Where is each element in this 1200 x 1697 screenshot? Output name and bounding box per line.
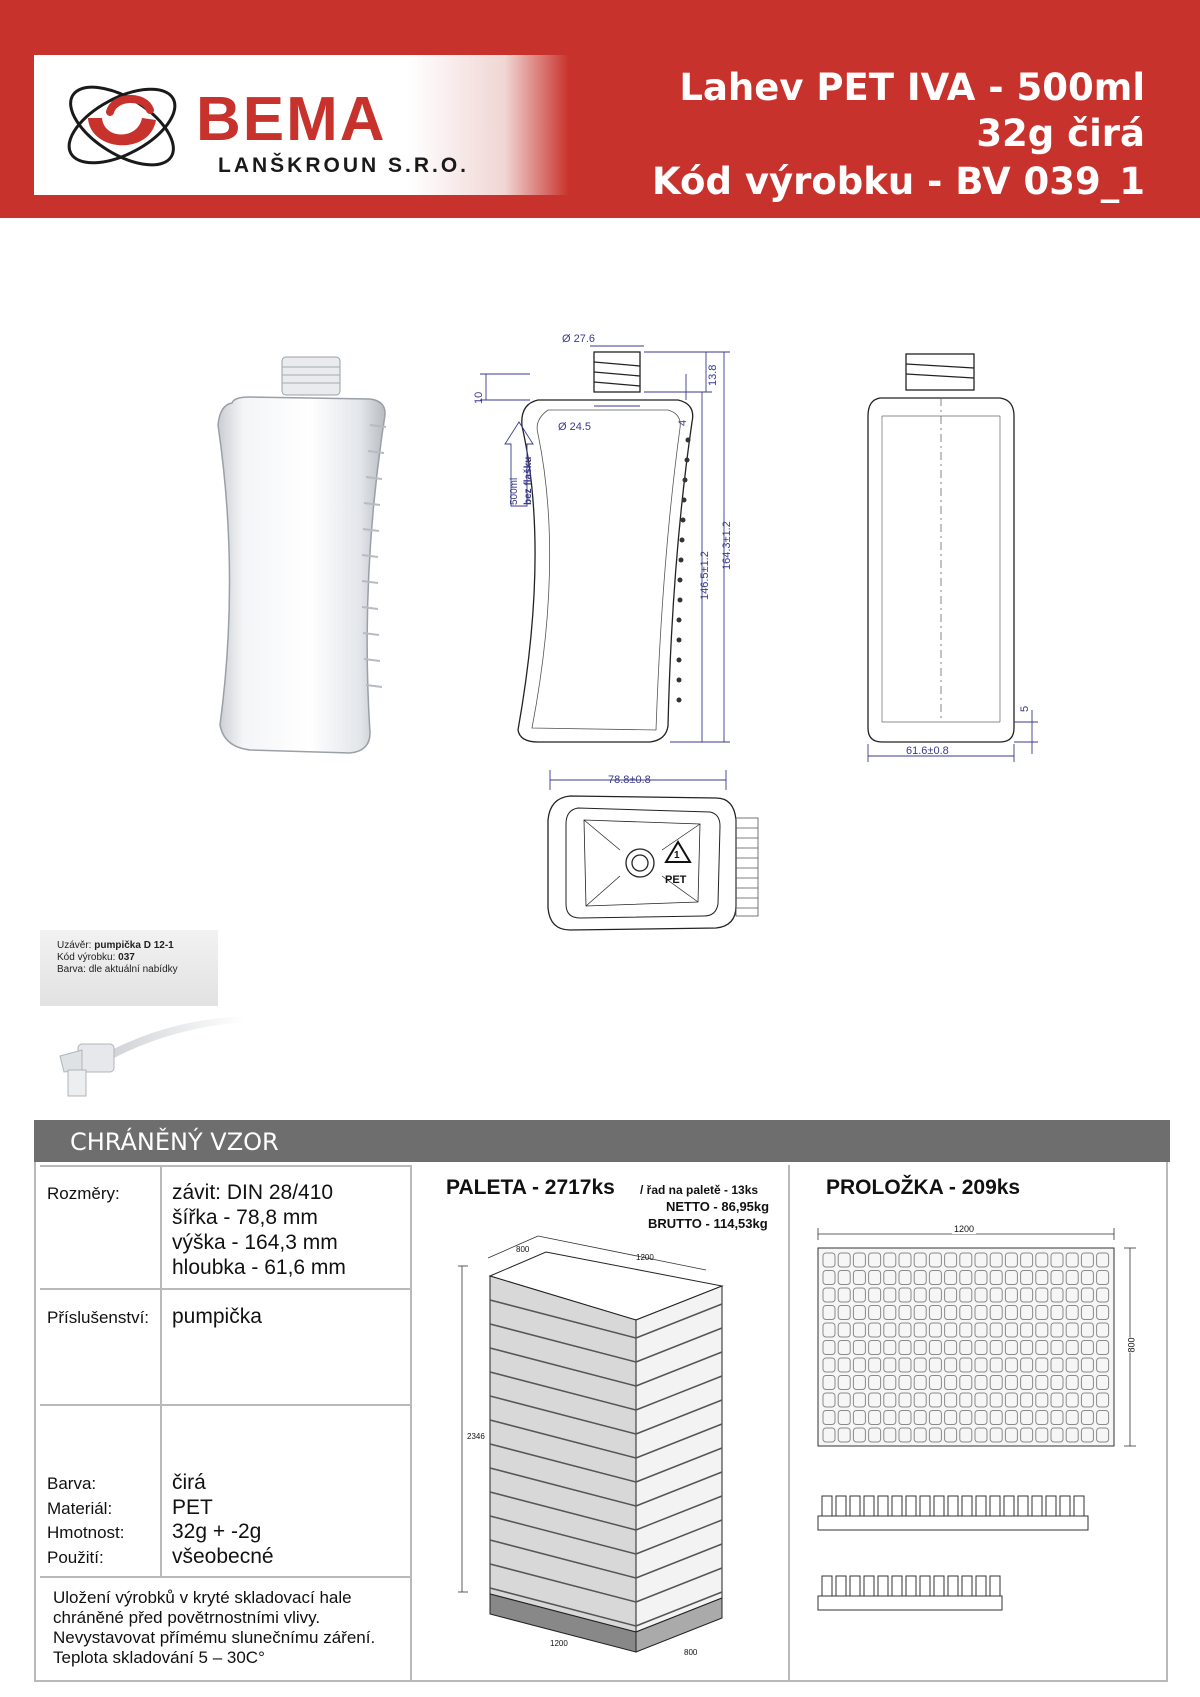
dimensions-width: šířka - 78,8 mm (172, 1206, 318, 1229)
pad-side-bottle (892, 1496, 902, 1516)
color-spec-value: čirá (172, 1471, 206, 1494)
pallet-netto: NETTO - 86,95kg (666, 1199, 770, 1214)
pallet-base-depth-dim: 800 (684, 1648, 698, 1657)
pad-side-bottle (864, 1576, 874, 1596)
pad-side-bottle (906, 1496, 916, 1516)
pallet-rows: / řad na paletě - 13ks (640, 1183, 759, 1197)
pad-side-bottle (906, 1576, 916, 1596)
pad-side-bottle (836, 1576, 846, 1596)
product-code: Kód výrobku - BV 039_1 (652, 160, 1145, 203)
recycle-material: PET (665, 874, 687, 886)
color-value: dle aktuální nabídky (88, 964, 178, 975)
storage-note-line: Uložení výrobků v kryté skladovací hale (53, 1588, 352, 1607)
pad-side-bottle (934, 1576, 944, 1596)
pad-side-bottle (934, 1496, 944, 1516)
table-divider (40, 1404, 410, 1406)
accessories-label: Příslušenství: (47, 1308, 150, 1327)
pad-side-bottle (962, 1496, 972, 1516)
closure-label: Uzávěr: (57, 940, 92, 951)
code-value: 037 (118, 952, 135, 963)
pad-side-bottle (990, 1576, 1000, 1596)
company-name: BEMA (196, 85, 387, 154)
pad-side-bottle (920, 1576, 930, 1596)
neck-height-dim: 13.8 (707, 364, 719, 386)
use-label: Použití: (47, 1548, 104, 1567)
table-divider (410, 1165, 412, 1680)
table-divider (40, 1165, 410, 1167)
pad-side-bottle (878, 1496, 888, 1516)
width-dim: 78.8±0.8 (608, 774, 651, 786)
pad-side-bottle (948, 1496, 958, 1516)
layer-pad-depth-dim: 800 (1126, 1337, 1137, 1353)
code-label: Kód výrobku: (57, 952, 116, 963)
storage-note (53, 1588, 375, 1668)
section-title: CHRÁNĚNÝ VZOR (70, 1128, 279, 1156)
neck-outer-diameter: Ø 27.6 (562, 333, 596, 345)
closure-value: pumpička D 12-1 (94, 940, 174, 951)
pad-side-bottle (1032, 1496, 1042, 1516)
pallet-base-width-dim: 1200 (550, 1639, 568, 1648)
shoulder-offset-dim: 10 (473, 391, 485, 404)
dimensions-height: výška - 164,3 mm (172, 1231, 338, 1254)
storage-note-line: chráněné před povětrnostními vlivy. (53, 1608, 321, 1627)
pad-side-bottle (962, 1576, 972, 1596)
dimensions-thread: závit: DIN 28/410 (172, 1181, 334, 1204)
pad-side-bottle (892, 1576, 902, 1596)
pump-photo (48, 1010, 248, 1105)
product-weight-color: 32g čirá (976, 112, 1145, 155)
code-row (57, 952, 218, 964)
total-height-dim: 164.3±1.2 (721, 521, 733, 570)
closure-row (57, 940, 218, 952)
pad-side-bottle (1004, 1496, 1014, 1516)
accessory-info-box (40, 930, 218, 1006)
pallet-width-dim: 1200 (636, 1253, 654, 1262)
front-view-drawing (860, 350, 1050, 770)
fill-note-label: bez flašku (523, 456, 534, 505)
weight-value: 32g + -2g (172, 1520, 262, 1543)
product-title: Lahev PET IVA - 500ml (679, 66, 1145, 109)
pad-side-bottle (976, 1496, 986, 1516)
pallet-drawing (460, 1236, 730, 1666)
pad-side-bottle (878, 1576, 888, 1596)
layer-pad-title: PROLOŽKA - 209ks (826, 1176, 1021, 1199)
neck-inner-diameter: Ø 24.5 (558, 421, 592, 433)
dimensions-label: Rozměry: (47, 1184, 120, 1203)
pad-side-bottle (850, 1496, 860, 1516)
pad-side-bottle (1018, 1496, 1028, 1516)
layer-pad-width-dim: 1200 (954, 1224, 975, 1234)
color-label: Barva: (57, 964, 86, 975)
bema-logo-icon (50, 60, 200, 190)
use-value: všeobecné (172, 1545, 274, 1568)
accessories-value: pumpička (172, 1305, 262, 1328)
material-value: PET (172, 1496, 213, 1519)
recycle-code: 1 (674, 850, 680, 861)
pad-side-bottle (836, 1496, 846, 1516)
layer-pad-drawing (812, 1226, 1142, 1656)
table-divider (40, 1576, 410, 1578)
table-border (1166, 1162, 1168, 1682)
pad-side-bottle (1060, 1496, 1070, 1516)
color-row (57, 964, 218, 976)
pad-side-bottle (1046, 1496, 1056, 1516)
base-offset-dim: 5 (1019, 705, 1031, 712)
pallet-brutto: BRUTTO - 114,53kg (648, 1216, 768, 1231)
table-divider (160, 1165, 162, 1577)
weight-label: Hmotnost: (47, 1523, 125, 1542)
shoulder-small-dim: 4 (677, 419, 689, 426)
fill-height-dim: 146.5±1.2 (699, 551, 711, 600)
pallet-depth-dim: 800 (516, 1245, 530, 1254)
storage-note-line: Nevystavovat přímému slunečnímu záření. (53, 1628, 376, 1647)
color-spec-label: Barva: (47, 1474, 97, 1493)
pallet-height-dim: 2346 (467, 1432, 485, 1441)
table-divider (788, 1165, 790, 1680)
pad-side-bottle (948, 1576, 958, 1596)
pad-side-bottle (864, 1496, 874, 1516)
pad-side-bottle (976, 1576, 986, 1596)
table-border (34, 1162, 36, 1682)
pad-side-bottle (920, 1496, 930, 1516)
table-border (34, 1680, 1168, 1682)
pallet-title: PALETA - 2717ks (446, 1176, 615, 1199)
dimensions-depth: hloubka - 61,6 mm (172, 1256, 346, 1279)
depth-dim: 61.6±0.8 (906, 745, 949, 757)
side-view-drawing (473, 330, 790, 750)
pad-side-bottle (990, 1496, 1000, 1516)
pad-side-bottle (822, 1496, 832, 1516)
fill-volume-label: 500ml (509, 477, 520, 505)
pad-side-bottle (1074, 1496, 1084, 1516)
material-label: Materiál: (47, 1499, 113, 1518)
table-divider (40, 1288, 410, 1290)
storage-note-line: Teplota skladování 5 – 30C° (53, 1648, 265, 1667)
bottle-photo (210, 355, 420, 760)
company-subtitle: LANŠKROUN S.R.O. (218, 154, 470, 177)
bottom-view-drawing (540, 768, 770, 938)
pad-side-bottle (850, 1576, 860, 1596)
pad-side-bottle (822, 1576, 832, 1596)
